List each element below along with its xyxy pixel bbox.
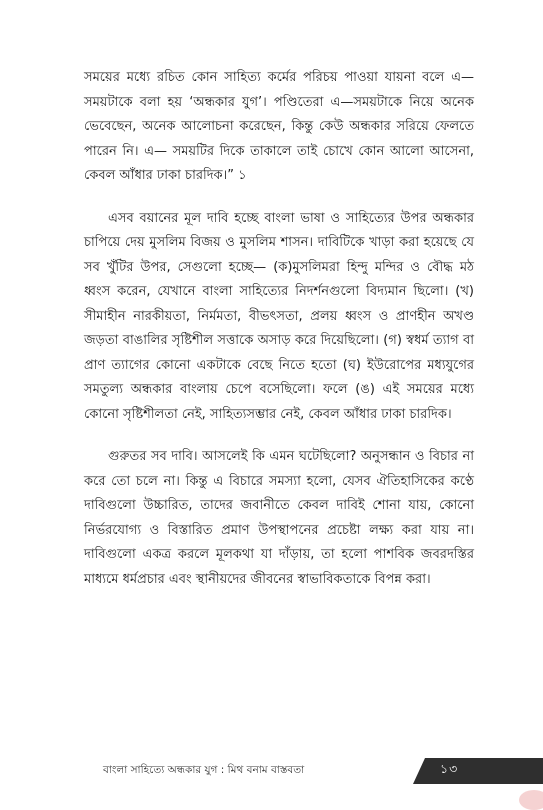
- body-text: [84, 66, 474, 610]
- paragraph-2: এসব বয়ানের মূল দাবি হচ্ছে বাংলা ভাষা ও সাহিত্যের উপর অন্ধকার চাপিয়ে দেয় মুসলিম বিজয় ও মুসলিম শাসন। দাবিটিকে খাড়া করা হয়েছে যে সব খুঁটির উপর, সেগুলো হচ্ছে— (ক)মুসলিমরা হিন্দু মন্দির ও বৌদ্ধ মঠ ধ্বংস করেন, যেখানে বাংলা সাহিত্যের নিদর্শনগুলো বিদ্যমান ছিলো। (খ) সীমাহীন নারকীয়তা, নির্মমতা, বীভৎসতা, প্রলয় ধ্বংস ও প্রাণহীন অখণ্ড জড়তা বাঙালির সৃষ্টিশীল সত্তাকে অসাড় করে দিয়েছিলো। (গ) স্বধর্ম ত্যাগ বা প্রাণ ত্যাগের কোনো একটাকে বেছে নিতে হতো (ঘ) ইউরোপের মধ্যযুগের সমতুল্য অন্ধকার বাংলায় চেপে বসেছিলো। ফলে (ঙ) এই সময়ের মধ্যে কোনো সৃষ্টিশীলতা নেই, সাহিত্যসম্ভার নেই, কেবল আঁধার ঢাকা চারদিক।: [84, 210, 474, 422]
- corner-mark: [519, 790, 543, 810]
- page-number: ১৩: [440, 761, 459, 776]
- paragraph-1: সময়ের মধ্যে রচিত কোন সাহিত্য কর্মের পরিচয় পাওয়া যায়না বলে এ—সময়টাকে বলা হয় ‘অন্ধকার যুগ’। পণ্ডিতেরা এ—সময়টাকে নিয়ে অনেক ভেবেছেন, অনেক আলোচনা করেছেন, কিন্তু কেউ অন্ধকার সরিয়ে ফেলতে পারেন নি। এ— সময়টির দিকে তাকালে তাই চোখে কোন আলো আসেনা, কেবল আঁধার ঢাকা চারদিক।” ১: [84, 70, 474, 183]
- paragraph-3: গুরুতর সব দাবি। আসলেই কি এমন ঘটেছিলো? অনুসন্ধান ও বিচার না করে তো চলে না। কিন্তু এ বিচারে সমস্যা হলো, যেসব ঐতিহাসিকের কণ্ঠে দাবিগুলো উচ্চারিত, তাদের জবানীতে কেবল দাবিই শোনা যায়, কোনো নির্ভরযোগ্য ও বিস্তারিত প্রমাণ উপস্থাপনের প্রচেষ্টা লক্ষ্য করা যায় না। দাবিগুলো একত্র করলে মূলকথা যা দাঁড়ায়, তা হলো পাশবিক জবরদস্তির মাধ্যমে ধর্মপ্রচার এবং স্থানীয়দের জীবনের স্বাভাবিকতাকে বিপন্ন করা।: [84, 449, 474, 587]
- page-footer: [0, 758, 543, 786]
- running-title: বাংলা সাহিত্যে অন্ধকার যুগ : মিথ বনাম বাস্তবতা: [103, 764, 305, 776]
- page-number-tab: [413, 758, 543, 784]
